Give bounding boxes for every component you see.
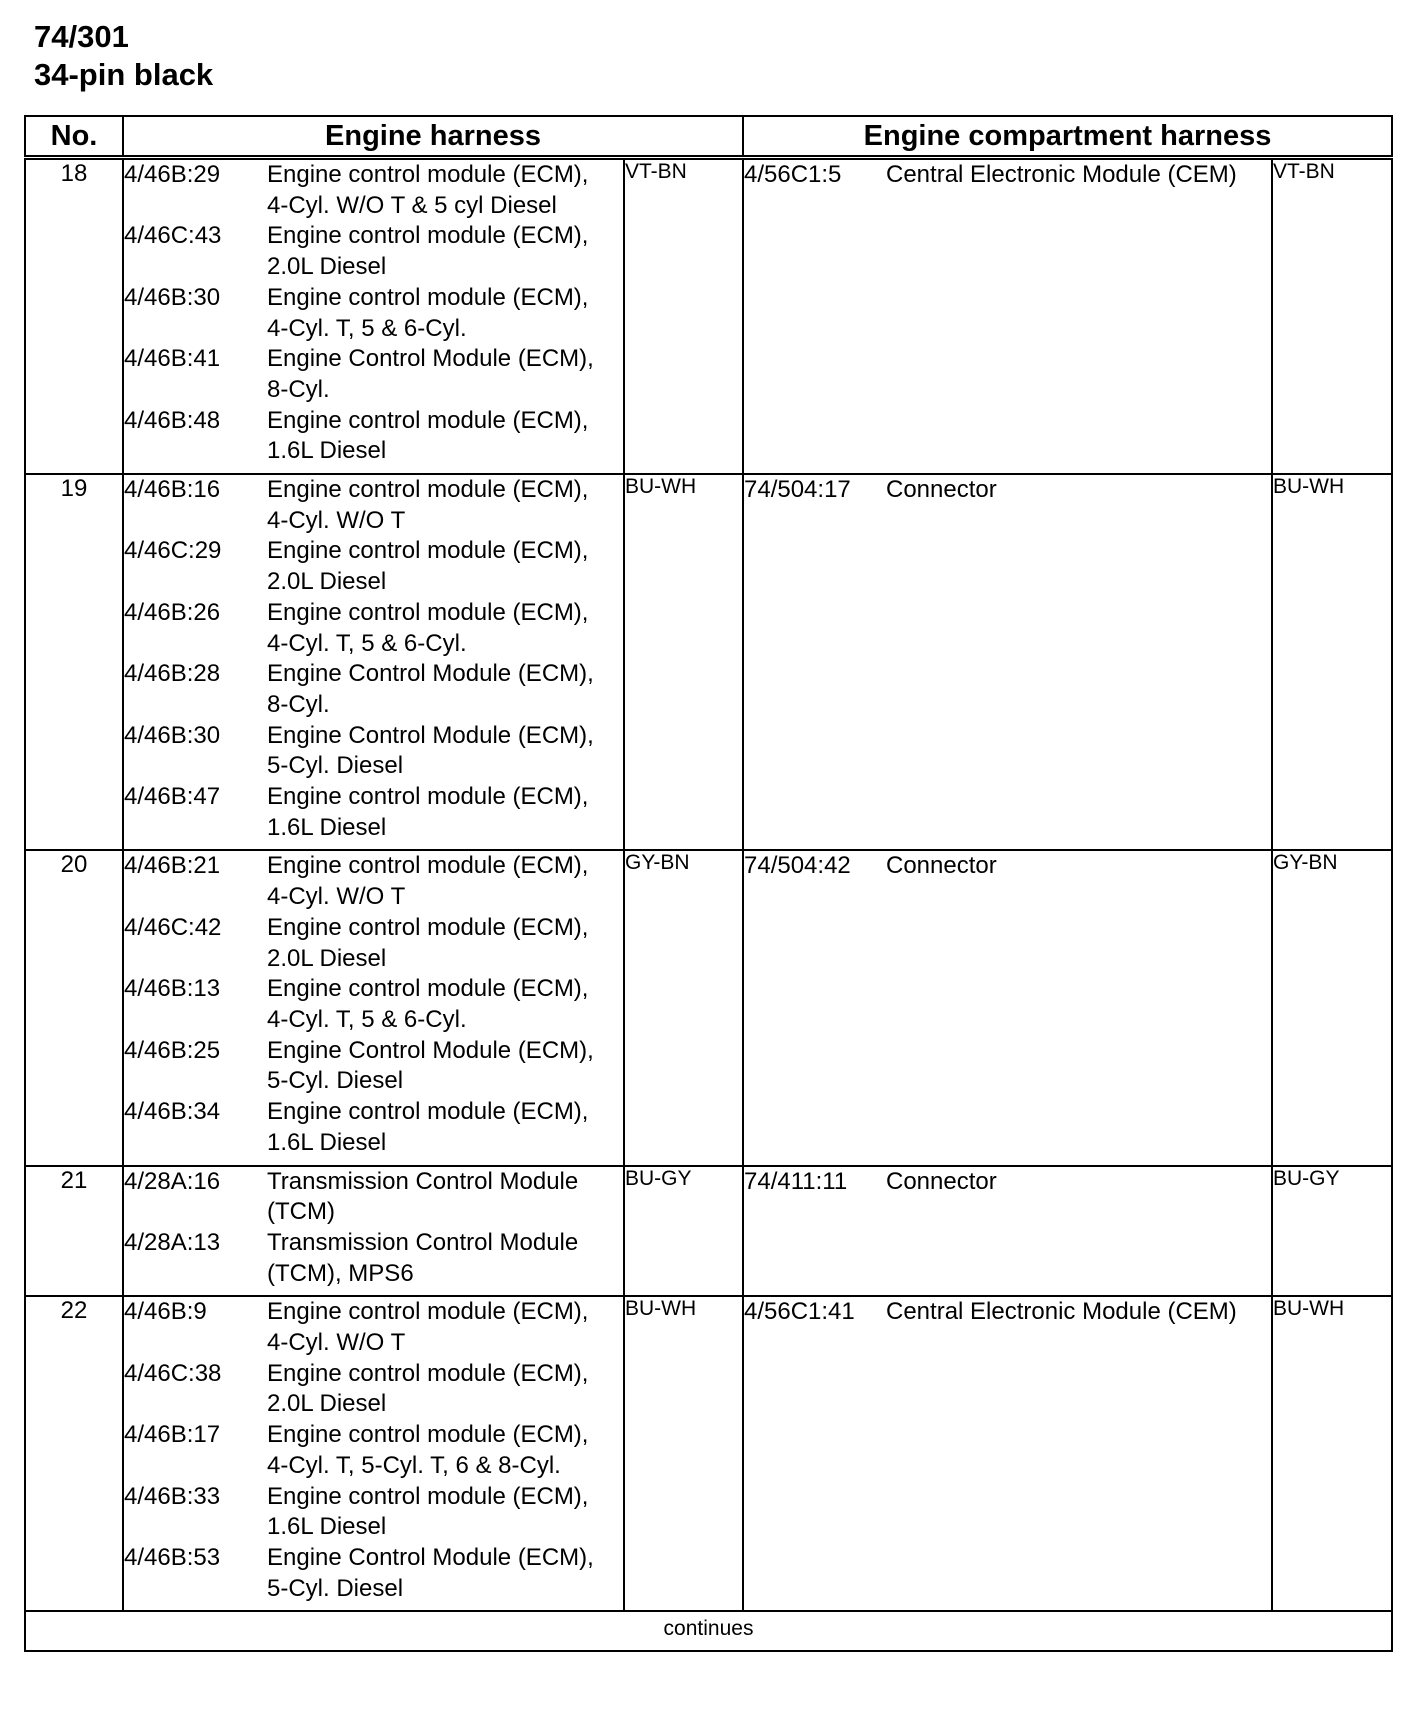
continues-note: continues bbox=[25, 1611, 1392, 1651]
engine-description: Engine control module (ECM), 4-Cyl. W/O T & 5 cyl Diesel bbox=[267, 161, 589, 219]
compartment-harness-cell bbox=[743, 850, 1272, 1165]
engine-entry bbox=[124, 406, 623, 467]
compartment-entry bbox=[744, 475, 1271, 506]
header-engine-harness: Engine harness bbox=[123, 116, 743, 158]
engine-pin: 4/46B:48 bbox=[124, 406, 221, 434]
engine-pin: 4/46B:26 bbox=[124, 598, 221, 626]
compartment-description: Connector bbox=[886, 852, 997, 880]
engine-pin: 4/46B:53 bbox=[124, 1543, 221, 1571]
engine-pin: 4/46C:38 bbox=[124, 1359, 222, 1387]
engine-description: Engine control module (ECM), 2.0L Diesel bbox=[267, 222, 589, 281]
compartment-description: Connector bbox=[886, 1167, 997, 1195]
compartment-wire-color: GY-BN bbox=[1272, 850, 1392, 1165]
pin-number: 21 bbox=[25, 1166, 123, 1297]
table-row bbox=[25, 158, 1392, 475]
table-header-row bbox=[25, 116, 1392, 158]
engine-description: Engine Control Module (ECM), 8-Cyl. bbox=[267, 345, 594, 403]
pin-number: 19 bbox=[25, 474, 123, 850]
engine-pin: 4/46C:29 bbox=[124, 537, 222, 565]
engine-description: Engine Control Module (ECM), 5-Cyl. Diesel bbox=[267, 721, 594, 780]
table-row bbox=[25, 850, 1392, 1165]
table-row bbox=[25, 1166, 1392, 1297]
engine-pin: 4/28A:16 bbox=[124, 1167, 221, 1195]
engine-entry bbox=[124, 344, 623, 405]
compartment-pin: 74/504:42 bbox=[744, 852, 851, 880]
engine-entry bbox=[124, 851, 623, 912]
compartment-description: Central Electronic Module (CEM) bbox=[886, 161, 1237, 188]
engine-description: Engine control module (ECM), 4-Cyl. T, 5 & 6-Cyl. bbox=[267, 598, 589, 657]
engine-description: Engine control module (ECM), 1.6L Diesel bbox=[267, 783, 589, 841]
engine-pin: 4/46B:29 bbox=[124, 161, 221, 188]
connector-description: 34-pin black bbox=[34, 57, 214, 92]
engine-entry bbox=[124, 1167, 623, 1228]
engine-pin: 4/46B:28 bbox=[124, 660, 221, 688]
compartment-pin: 4/56C1:41 bbox=[744, 1298, 855, 1326]
engine-wire-color: VT-BN bbox=[624, 158, 743, 475]
engine-description: Engine control module (ECM), 4-Cyl. W/O T bbox=[267, 852, 589, 911]
compartment-pin: 74/504:17 bbox=[744, 476, 851, 504]
compartment-description: Central Electronic Module (CEM) bbox=[886, 1298, 1237, 1326]
engine-description: Engine control module (ECM), 1.6L Diesel bbox=[267, 1482, 589, 1541]
engine-entry bbox=[124, 659, 623, 720]
engine-entry bbox=[124, 598, 623, 659]
engine-entry bbox=[124, 1420, 623, 1481]
header-engine-compartment-harness: Engine compartment harness bbox=[743, 116, 1392, 158]
engine-description: Engine control module (ECM), 4-Cyl. W/O T bbox=[267, 476, 589, 534]
compartment-entry bbox=[744, 851, 1271, 882]
engine-entry bbox=[124, 913, 623, 974]
compartment-harness-cell bbox=[743, 474, 1272, 850]
pin-number: 18 bbox=[25, 158, 123, 475]
compartment-description: Connector bbox=[886, 476, 997, 504]
engine-harness-cell bbox=[123, 158, 624, 475]
compartment-harness-cell bbox=[743, 1166, 1272, 1297]
compartment-wire-color: VT-BN bbox=[1272, 158, 1392, 475]
compartment-entry bbox=[744, 1167, 1271, 1198]
connector-id: 74/301 bbox=[34, 19, 129, 54]
engine-pin: 4/46B:13 bbox=[124, 975, 221, 1003]
page-title bbox=[34, 18, 213, 94]
engine-entry bbox=[124, 782, 623, 843]
engine-entry bbox=[124, 1359, 623, 1420]
compartment-entry bbox=[744, 160, 1271, 191]
engine-wire-color: GY-BN bbox=[624, 850, 743, 1165]
engine-pin: 4/46B:21 bbox=[124, 852, 221, 880]
engine-pin: 4/46B:9 bbox=[124, 1298, 207, 1326]
compartment-pin: 4/56C1:5 bbox=[744, 161, 842, 188]
table-footer-row bbox=[25, 1611, 1392, 1651]
table-row bbox=[25, 1296, 1392, 1611]
compartment-entry bbox=[744, 1297, 1271, 1328]
compartment-harness-cell bbox=[743, 1296, 1272, 1611]
engine-description: Engine Control Module (ECM), 5-Cyl. Diesel bbox=[267, 1543, 594, 1602]
compartment-harness-cell bbox=[743, 158, 1272, 475]
compartment-wire-color: BU-WH bbox=[1272, 1296, 1392, 1611]
engine-entry bbox=[124, 1036, 623, 1097]
engine-description: Engine control module (ECM), 4-Cyl. T, 5 & 6-Cyl. bbox=[267, 975, 589, 1033]
engine-pin: 4/46C:42 bbox=[124, 913, 222, 941]
engine-pin: 4/46B:47 bbox=[124, 783, 221, 811]
engine-entry bbox=[124, 721, 623, 782]
engine-entry bbox=[124, 1097, 623, 1158]
engine-entry bbox=[124, 283, 623, 344]
engine-harness-cell bbox=[123, 850, 624, 1165]
engine-entry bbox=[124, 974, 623, 1035]
engine-description: Engine control module (ECM), 1.6L Diesel bbox=[267, 406, 589, 465]
engine-entry bbox=[124, 475, 623, 536]
pin-number: 20 bbox=[25, 850, 123, 1165]
engine-entry bbox=[124, 1482, 623, 1543]
engine-pin: 4/28A:13 bbox=[124, 1228, 221, 1256]
engine-wire-color: BU-WH bbox=[624, 1296, 743, 1611]
engine-pin: 4/46B:34 bbox=[124, 1098, 221, 1126]
engine-description: Transmission Control Module (TCM), MPS6 bbox=[267, 1228, 579, 1287]
engine-entry bbox=[124, 536, 623, 597]
engine-entry bbox=[124, 1543, 623, 1604]
engine-description: Engine control module (ECM), 4-Cyl. T, 5 & 6-Cyl. bbox=[267, 283, 589, 342]
engine-description: Engine control module (ECM), 2.0L Diesel bbox=[267, 913, 589, 972]
header-no: No. bbox=[25, 116, 123, 158]
engine-pin: 4/46B:16 bbox=[124, 476, 221, 504]
compartment-wire-color: BU-WH bbox=[1272, 474, 1392, 850]
engine-wire-color: BU-WH bbox=[624, 474, 743, 850]
engine-harness-cell bbox=[123, 1296, 624, 1611]
pin-table bbox=[24, 115, 1393, 1652]
engine-pin: 4/46B:17 bbox=[124, 1421, 221, 1449]
engine-harness-cell bbox=[123, 474, 624, 850]
engine-entry bbox=[124, 160, 623, 221]
engine-description: Engine control module (ECM), 4-Cyl. T, 5-Cyl. T, 6 & 8-Cyl. bbox=[267, 1421, 589, 1479]
engine-description: Engine control module (ECM), 2.0L Diesel bbox=[267, 1359, 589, 1418]
engine-description: Engine control module (ECM), 2.0L Diesel bbox=[267, 537, 589, 596]
engine-description: Engine Control Module (ECM), 5-Cyl. Diesel bbox=[267, 1036, 594, 1095]
engine-pin: 4/46B:41 bbox=[124, 345, 221, 373]
engine-entry bbox=[124, 1228, 623, 1289]
engine-pin: 4/46B:25 bbox=[124, 1036, 221, 1064]
engine-entry bbox=[124, 1297, 623, 1358]
engine-pin: 4/46C:43 bbox=[124, 222, 222, 250]
engine-pin: 4/46B:30 bbox=[124, 721, 221, 749]
engine-harness-cell bbox=[123, 1166, 624, 1297]
engine-description: Engine control module (ECM), 4-Cyl. W/O T bbox=[267, 1298, 589, 1357]
compartment-wire-color: BU-GY bbox=[1272, 1166, 1392, 1297]
table-row bbox=[25, 474, 1392, 850]
engine-entry bbox=[124, 221, 623, 282]
engine-description: Engine control module (ECM), 1.6L Diesel bbox=[267, 1098, 589, 1156]
engine-description: Engine Control Module (ECM), 8-Cyl. bbox=[267, 660, 594, 718]
pin-number: 22 bbox=[25, 1296, 123, 1611]
engine-pin: 4/46B:33 bbox=[124, 1482, 221, 1510]
engine-pin: 4/46B:30 bbox=[124, 283, 221, 311]
compartment-pin: 74/411:11 bbox=[744, 1167, 848, 1195]
engine-description: Transmission Control Module (TCM) bbox=[267, 1167, 579, 1226]
engine-wire-color: BU-GY bbox=[624, 1166, 743, 1297]
table-body bbox=[25, 158, 1392, 1612]
